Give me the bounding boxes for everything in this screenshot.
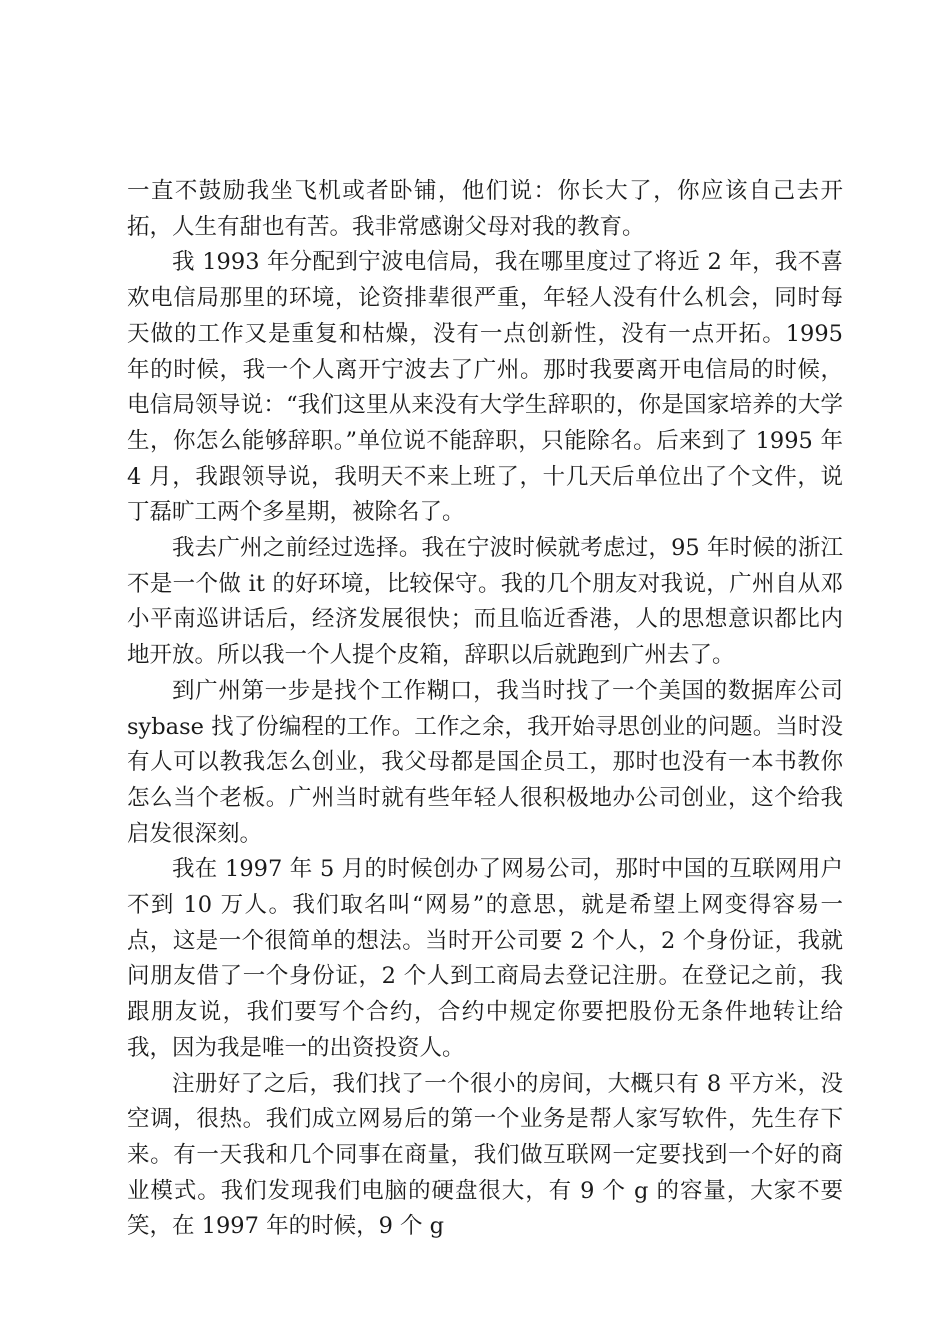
paragraph-founding-netease: 我在 1997 年 5 月的时候创办了网易公司，那时中国的互联网用户不到 10 万人。我们取名叫“网易”的意思，就是希望上网变得容易一点，这是一个很简单的想法。当时开公司要 2 个人，2 个身份证，我就问朋友借了一个身份证，2 个人到工商局去登记注册。在登记之前，我跟朋友说，我们要写个合约，合约中规定你要把股份无条件地转让给我，因为我是唯一的出资投资人。	[127, 856, 843, 1061]
paragraph-first-job: 到广州第一步是找个工作糊口，我当时找了一个美国的数据库公司 sybase 找了份编程的工作。工作之余，我开始寻思创业的问题。当时没有人可以教我怎么创业，我父母都是国企员工，那时也没有一本书教你怎么当个老板。广州当时就有些年轻人很积极地办公司创业，这个给我启发很深刻。	[127, 677, 843, 847]
document-body	[127, 174, 843, 1245]
paragraph-continued: 一直不鼓励我坐飞机或者卧铺，他们说：你长大了，你应该自己去开拓，人生有甜也有苦。我非常感谢父母对我的教育。	[127, 178, 843, 240]
paragraph-telecom-bureau: 我 1993 年分配到宁波电信局，我在哪里度过了将近 2 年，我不喜欢电信局那里的环境，论资排辈很严重，年轻人没有什么机会，同时每天做的工作又是重复和枯燥，没有一点创新性，没有一点开拓。1995 年的时候，我一个人离开宁波去了广州。那时我要离开电信局的时候，电信局领导说：“我们这里从来没有大学生辞职的，你是国家培养的大学生，你怎么能够辞职。”单位说不能辞职，只能除名。后来到了 1995 年 4 月，我跟领导说，我明天不来上班了，十几天后单位出了个文件，说丁磊旷工两个多星期，被除名了。	[127, 249, 843, 526]
paragraph-choose-guangzhou: 我去广州之前经过选择。我在宁波时候就考虑过，95 年时候的浙江不是一个做 it 的好环境，比较保守。我的几个朋友对我说，广州自从邓小平南巡讲话后，经济发展很快；而且临近香港，人的思想意识都比内地开放。所以我一个人提个皮箱，辞职以后就跑到广州去了。	[127, 535, 843, 669]
paragraph-first-business: 注册好了之后，我们找了一个很小的房间，大概只有 8 平方米，没空调，很热。我们成立网易后的第一个业务是帮人家写软件，先生存下来。有一天我和几个同事在商量，我们做互联网一定要找到一个好的商业模式。我们发现我们电脑的硬盘很大，有 9 个 g 的容量，大家不要笑，在 1997 年的时候，9 个 g	[127, 1070, 843, 1240]
